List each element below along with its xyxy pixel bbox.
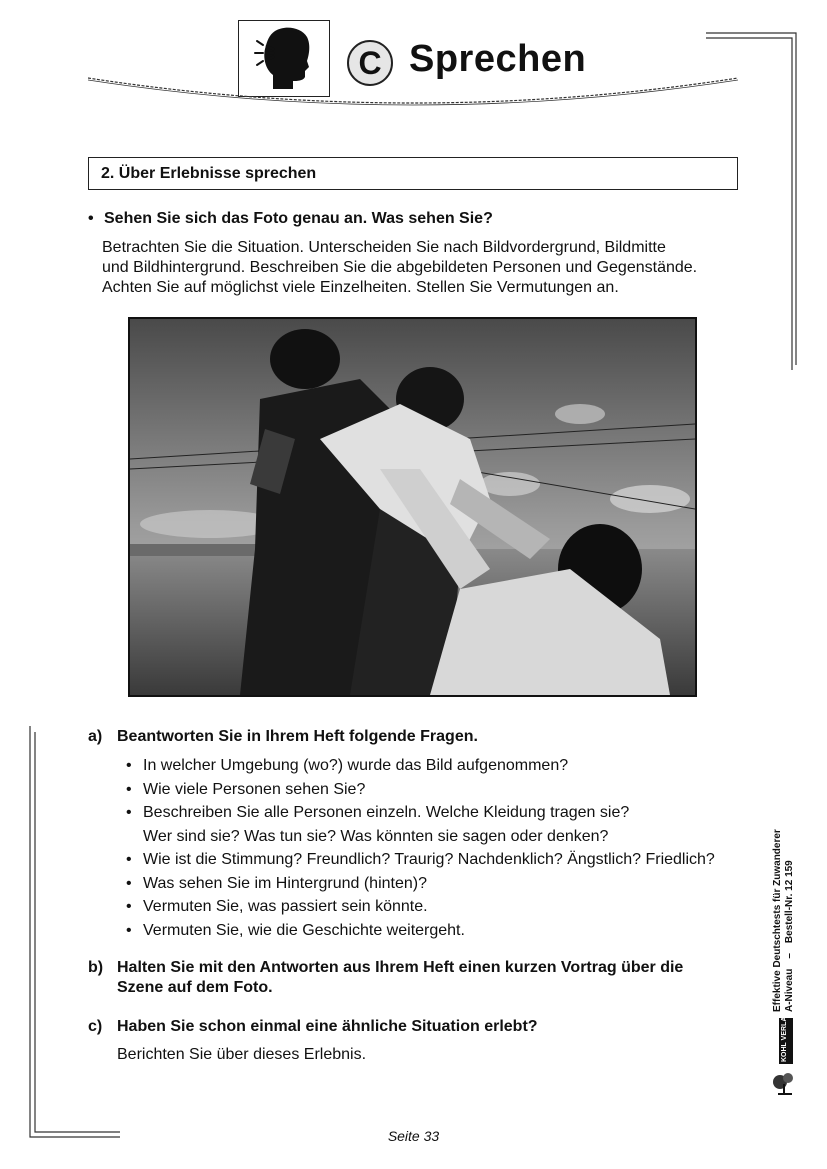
question-a-list xyxy=(126,754,715,942)
question-letter: b) xyxy=(88,959,104,976)
list-item-text: In welcher Umgebung (wo?) wurde das Bild aufgenommen? xyxy=(143,757,569,774)
list-item: • In welcher Umgebung (wo?) wurde das Bild aufgenommen? xyxy=(126,757,569,774)
list-item: • Beschreiben Sie alle Personen einzeln. Welche Kleidung tragen sie? Wer sind sie? Was tun sie? Was könnten sie sagen oder denken? xyxy=(126,801,715,848)
list-item: • Vermuten Sie, wie die Geschichte weitergeht. xyxy=(126,921,465,939)
list-item-text: Was sehen Sie im Hintergrund (hinten)? xyxy=(143,874,427,892)
list-item-text: Wie ist die Stimmung? Freundlich? Traurig? Nachdenklich? Ängstlich? Friedlich? xyxy=(143,851,715,868)
list-item-text: Wie viele Personen sehen Sie? xyxy=(143,780,366,798)
list-item-continuation: Wer sind sie? Was tun sie? Was könnten sie sagen oder denken? xyxy=(143,827,609,845)
list-item-text: Vermuten Sie, wie die Geschichte weitergeht. xyxy=(143,921,465,939)
question-c xyxy=(88,1018,538,1036)
question-b xyxy=(88,958,683,998)
question-text: Beantworten Sie in Ihrem Heft folgende Fragen. xyxy=(117,728,478,745)
scene-photo xyxy=(128,317,697,697)
question-text: Halten Sie mit den Antworten aus Ihrem Heft einen kurzen Vortrag über die xyxy=(117,959,684,976)
instruction-line: und Bildhintergrund. Beschreiben Sie die abgebildeten Personen und Gegenstände. xyxy=(102,259,698,276)
task-heading-text: Sehen Sie sich das Foto genau an. Was sehen Sie? xyxy=(104,210,493,227)
instruction-line: Betrachten Sie die Situation. Unterscheiden Sie nach Bildvordergrund, Bildmitte xyxy=(102,239,666,256)
question-a xyxy=(88,728,478,746)
publisher-name: KOHL VERLAG xyxy=(781,1018,788,1062)
kohl-verlag-logo xyxy=(770,1018,800,1098)
list-item-text: Beschreiben Sie alle Personen einzeln. Welche Kleidung tragen sie? xyxy=(143,804,630,821)
question-letter: a) xyxy=(88,728,103,745)
separator: – xyxy=(784,953,795,959)
task-heading xyxy=(88,210,493,228)
list-item: • Vermuten Sie, was passiert sein könnte. xyxy=(126,898,428,915)
level-label: A-Niveau xyxy=(784,968,795,1012)
list-item: • Wie ist die Stimmung? Freundlich? Traurig? Nachdenklich? Ängstlich? Friedlich? xyxy=(126,851,715,868)
list-item: • Wie viele Personen sehen Sie? xyxy=(126,780,366,798)
corner-frame-top-right xyxy=(706,30,801,370)
question-letter: c) xyxy=(88,1018,103,1035)
question-c-instruction: Berichten Sie über dieses Erlebnis. xyxy=(117,1046,367,1063)
question-text-continuation: Szene auf dem Foto. xyxy=(117,979,273,996)
section-letter-badge: C xyxy=(347,40,393,86)
page-title: Sprechen xyxy=(409,38,587,80)
publisher-sidebar-text xyxy=(772,829,796,1012)
question-text: Haben Sie schon einmal eine ähnliche Situation erlebt? xyxy=(117,1018,538,1035)
series-title: Effektive Deutschtests für Zuwanderer xyxy=(772,829,783,1012)
publisher-logo xyxy=(770,1018,800,1098)
corner-frame-bottom-left xyxy=(28,726,123,1141)
section-heading: 2. Über Erlebnisse sprechen xyxy=(88,157,738,190)
list-item-text: Vermuten Sie, was passiert sein könnte. xyxy=(143,898,428,915)
bullet: • xyxy=(88,210,94,227)
task-instructions xyxy=(102,238,762,298)
list-item: • Was sehen Sie im Hintergrund (hinten)? xyxy=(126,874,427,892)
page-number: Seite 33 xyxy=(387,1128,440,1144)
photo-fight-scene xyxy=(130,319,695,695)
instruction-line: Achten Sie auf möglichst viele Einzelheiten. Stellen Sie Vermutungen an. xyxy=(102,279,619,296)
series-details xyxy=(784,829,796,1012)
wavy-divider xyxy=(88,68,738,118)
order-number: Bestell-Nr. 12 159 xyxy=(784,860,795,944)
